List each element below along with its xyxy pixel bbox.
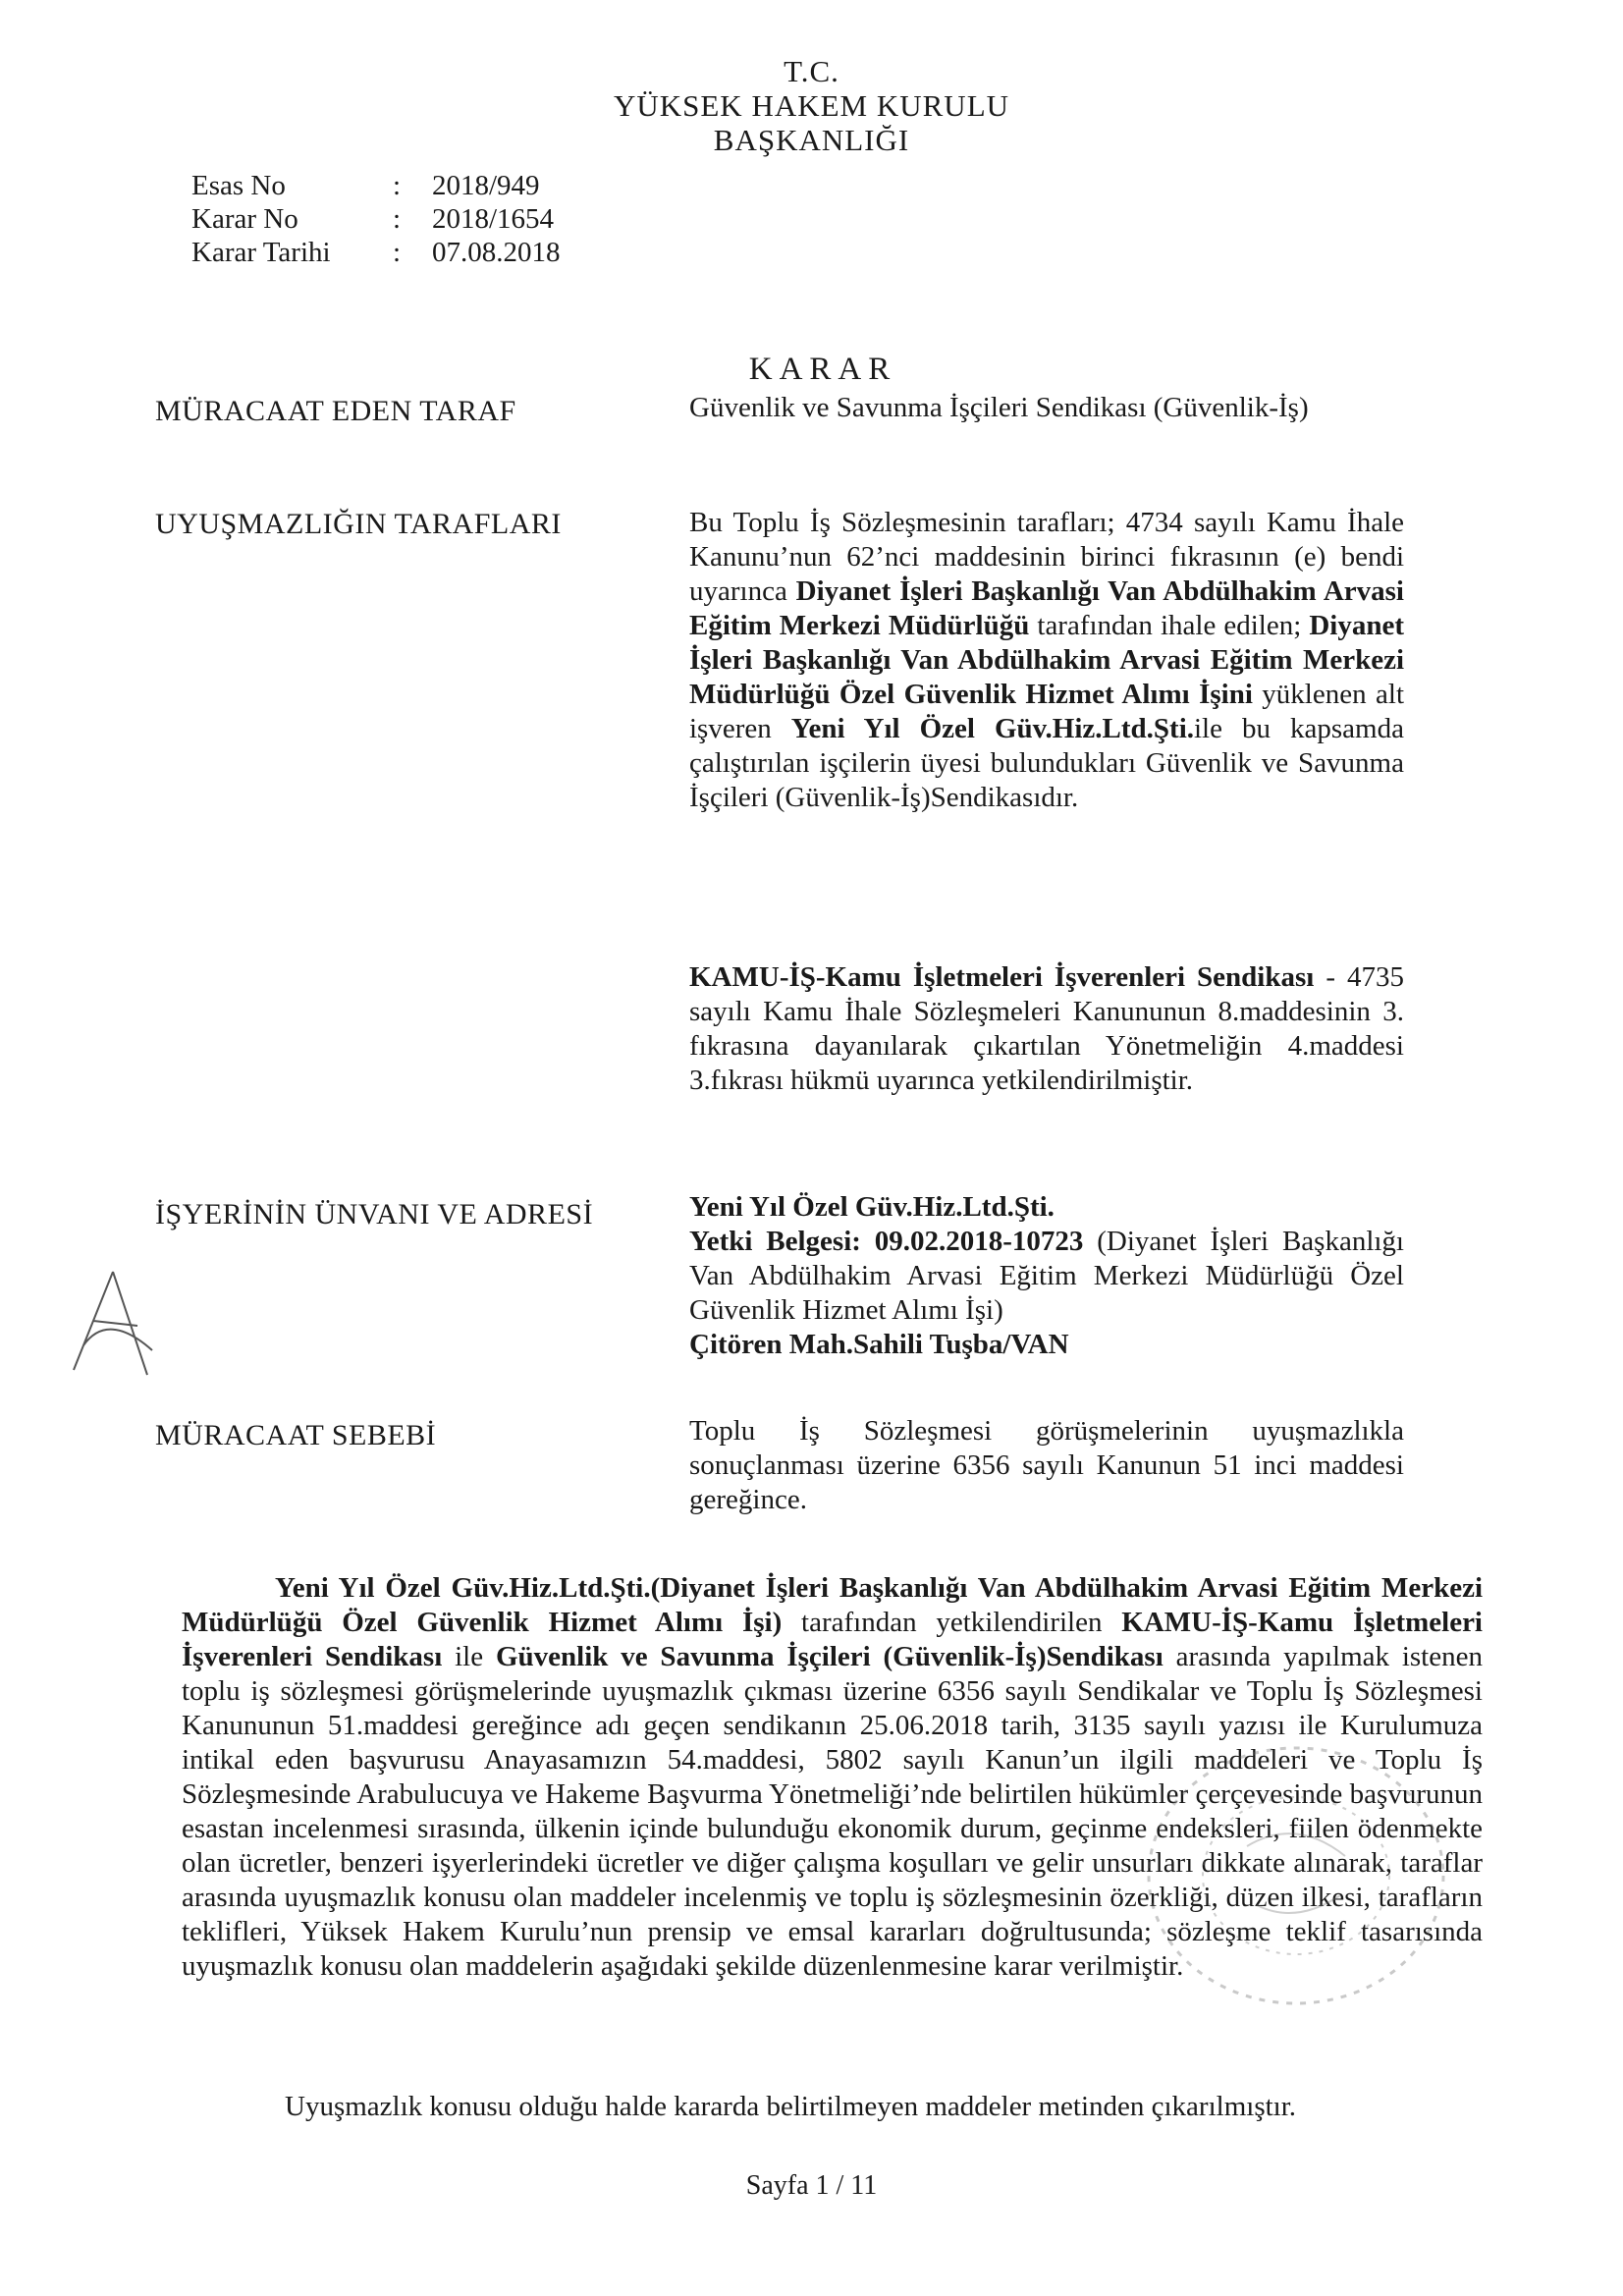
text-run: arasında yapılmak istenen toplu iş sözleşmesi görüşmelerinde uyuşmazlık çıkması üzerine 6356 sayılı Sendikalar ve Toplu İş Sözleşmesi Kanununun 51.maddesi gereğince adı geçen sendikanın 25.06.2018 tarih, 3135 sayılı yazısı ile Kurulumuza intikal eden başvurusu Anayasamızın 54.maddesi, 5802 sayılı Kanun’un ilgili maddeleri ve Toplu İş Sözleşmesinde Arabulucuya ve Hakeme Başvurma Yönetmeliği’nde belirtilen hükümler çerçevesinde başvurunun esastan incelenmesi sırasında, ülkenin içinde bulunduğu ekonomik durum, geçinme endeksleri, fiilen ödenmekte olan ücretler, benzeri işyerlerindeki ücretler ve diğer çalışma koşulları ve gelir unsurları dikkate alınarak, taraflar arasında uyuşmazlık konusu olan maddeler incelenmiş ve toplu iş sözleşmesinin özerkliği, düzen ilkesi, tarafların teklifleri, Yüksek Hakem Kurulu’nun prensip ve emsal kararları doğrultusunda; sözleşme teklif tasarısında uyuşmazlık konusu olan maddelerin aşağıdaki şekilde düzenlenmesine karar verilmiştir. xyxy=(182,1641,1483,1982)
text-taraflar-p2 xyxy=(689,960,1404,1098)
text-run: yüklenen alt işveren xyxy=(689,679,1404,744)
meta-row-karar xyxy=(191,202,561,236)
bold-run: KAMU-İŞ-Kamu İşletmeleri İşverenleri Sendikası xyxy=(182,1607,1483,1672)
title-text: KARAR xyxy=(748,352,897,387)
meta-label: Esas No xyxy=(191,170,286,201)
closing-sentence: Uyuşmazlık konusu olduğu halde kararda belirtilmeyen maddeler metinden çıkarılmıştır. xyxy=(285,2091,1297,2122)
meta-row-tarih xyxy=(191,236,561,269)
bold-run: Güvenlik ve Savunma İşçileri (Güvenlik-İş)Sendikası xyxy=(495,1641,1163,1672)
text-run: ile xyxy=(442,1641,496,1672)
bold-run: Yetki Belgesi: 09.02.2018-10723 xyxy=(689,1226,1084,1257)
bold-run: Diyanet İşleri Başkanlığı Van Abdülhakim Arvasi Eğitim Merkezi Müdürlüğü xyxy=(689,575,1404,641)
meta-row-esas xyxy=(191,169,561,202)
label-muracaat-sebebi: MÜRACAAT SEBEBİ xyxy=(155,1419,437,1451)
text-taraflar-p1 xyxy=(689,506,1404,815)
bold-run: Yeni Yıl Özel Güv.Hiz.Ltd.Şti.(Diyanet İşleri Başkanlığı Van Abdülhakim Arvasi Eğitim Merkezi Müdürlüğü Özel Güvenlik Hizmet Alımı İşi) xyxy=(182,1572,1483,1638)
text-run: tarafından yetkilendirilen xyxy=(782,1607,1122,1638)
header-presidency: BAŞKANLIĞI xyxy=(713,123,910,157)
meta-colon: : xyxy=(393,237,402,268)
document-header xyxy=(0,54,1623,157)
meta-value: 07.08.2018 xyxy=(432,237,561,268)
meta-value: 2018/1654 xyxy=(432,203,555,235)
text-run: - 4735 sayılı Kamu İhale Sözleşmeleri Kanununun 8.maddesinin 3. fıkrasına dayanılarak çıkartılan Yönetmeliğin 4.maddesi 3.fıkrası hükmü uyarınca yetkilendirilmiştir. xyxy=(689,961,1404,1096)
page-number: Sayfa 1 / 11 xyxy=(745,2170,878,2201)
bold-run: Çitören Mah.Sahili Tuşba/VAN xyxy=(689,1329,1069,1360)
meta-colon: : xyxy=(393,203,402,235)
isyeri-detail xyxy=(689,1225,1404,1328)
case-meta xyxy=(191,169,561,269)
bold-run: Yeni Yıl Özel Güv.Hiz.Ltd.Şti. xyxy=(689,1191,1055,1223)
document-title xyxy=(0,352,1623,388)
bold-run: Yeni Yıl Özel Güv.Hiz.Ltd.Şti. xyxy=(790,713,1194,744)
text-run: Bu Toplu İş Sözleşmesinin tarafları; 4734 sayılı Kamu İhale Kanunu’nun 62’nci maddesinin birinci fıkrasının (e) bendi uyarınca xyxy=(689,507,1404,607)
label-muracaat-eden: MÜRACAAT EDEN TARAF xyxy=(155,395,516,427)
bold-run: KAMU-İŞ-Kamu İşletmeleri İşverenleri Sendikası xyxy=(689,961,1315,993)
text-run: ile bu kapsamda çalıştırılan işçilerin üyesi bulundukları Güvenlik ve Savunma İşçileri (Güvenlik-İş)Sendikasıdır. xyxy=(689,713,1404,813)
text-run: (Diyanet İşleri Başkanlığı Van Abdülhakim Arvasi Eğitim Merkezi Müdürlüğü Özel Güvenlik Hizmet Alımı İşi) xyxy=(689,1226,1404,1326)
header-tc: T.C. xyxy=(784,54,839,88)
label-isyeri: İŞYERİNİN ÜNVANI VE ADRESİ xyxy=(155,1198,594,1230)
header-institution: YÜKSEK HAKEM KURULU xyxy=(613,88,1010,123)
handwritten-signature-icon xyxy=(54,1252,162,1380)
isyeri-address xyxy=(689,1328,1404,1362)
label-taraflar: UYUŞMAZLIĞIN TARAFLARI xyxy=(155,508,562,540)
text-run: tarafından ihale edilen; xyxy=(1029,610,1310,641)
meta-colon: : xyxy=(393,170,402,201)
official-stamp-icon xyxy=(1129,1728,1463,2023)
meta-label: Karar No xyxy=(191,203,298,235)
text-muracaat-sebebi: Toplu İş Sözleşmesi görüşmelerinin uyuşmazlıkla sonuçlanması üzerine 6356 sayılı Kanunun 51 inci maddesi gereğince. xyxy=(689,1415,1404,1515)
bold-run: Diyanet İşleri Başkanlığı Van Abdülhakim Arvasi Eğitim Merkezi Müdürlüğü Özel Güvenlik Hizmet Alımı İşini xyxy=(689,610,1404,710)
meta-value: 2018/949 xyxy=(432,170,540,201)
text-muracaat-eden: Güvenlik ve Savunma İşçileri Sendikası (Güvenlik-İş) xyxy=(689,392,1309,423)
meta-label: Karar Tarihi xyxy=(191,237,331,268)
text-isyeri xyxy=(689,1190,1404,1362)
isyeri-name xyxy=(689,1190,1404,1225)
